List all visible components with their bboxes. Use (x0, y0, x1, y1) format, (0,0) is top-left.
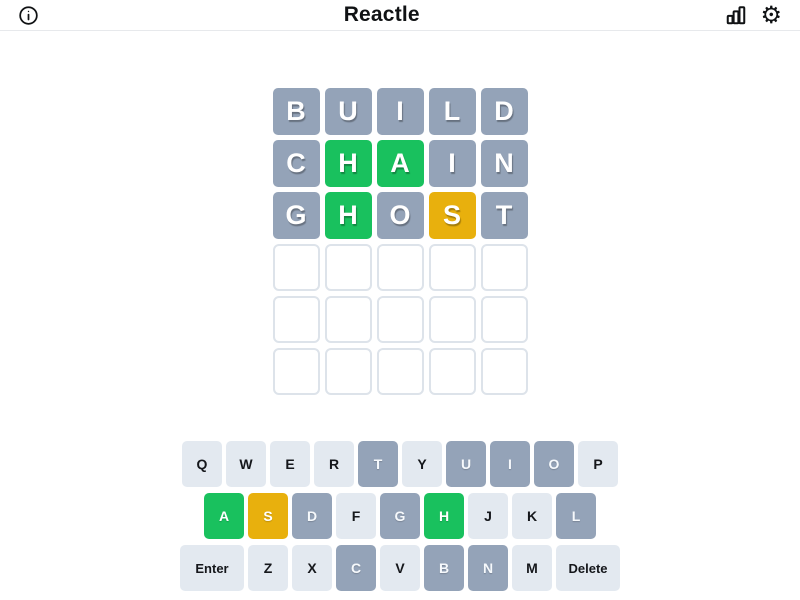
key-v[interactable]: V (380, 545, 420, 591)
key-h[interactable]: H (424, 493, 464, 539)
tile (273, 348, 320, 395)
tile (481, 244, 528, 291)
page-title: Reactle (343, 3, 420, 26)
stats-button[interactable] (725, 3, 747, 27)
tile: I (429, 140, 476, 187)
key-a[interactable]: A (204, 493, 244, 539)
board-row (273, 88, 528, 135)
tile (481, 296, 528, 343)
tile: I (377, 88, 424, 135)
tile: H (325, 140, 372, 187)
key-t[interactable]: T (358, 441, 398, 487)
key-o[interactable]: O (534, 441, 574, 487)
key-r[interactable]: R (314, 441, 354, 487)
board-row (273, 296, 528, 343)
header-actions (725, 3, 783, 27)
key-b[interactable]: B (424, 545, 464, 591)
tile (325, 244, 372, 291)
tile (325, 348, 372, 395)
keyboard-row (0, 441, 800, 487)
key-w[interactable]: W (226, 441, 266, 487)
tile (325, 296, 372, 343)
key-z[interactable]: Z (248, 545, 288, 591)
tile (377, 244, 424, 291)
key-m[interactable]: M (512, 545, 552, 591)
board-row (273, 348, 528, 395)
key-i[interactable]: I (490, 441, 530, 487)
tile: S (429, 192, 476, 239)
tile (429, 296, 476, 343)
tile: G (273, 192, 320, 239)
tile (273, 244, 320, 291)
key-d[interactable]: D (292, 493, 332, 539)
key-x[interactable]: X (292, 545, 332, 591)
tile: U (325, 88, 372, 135)
bar-chart-icon (725, 4, 747, 26)
tile: O (377, 192, 424, 239)
tile: T (481, 192, 528, 239)
keyboard (0, 441, 800, 591)
key-l[interactable]: L (556, 493, 596, 539)
gear-icon: ⚙ (760, 1, 783, 29)
info-button[interactable] (18, 3, 39, 27)
tile: N (481, 140, 528, 187)
tile (429, 348, 476, 395)
settings-button[interactable] (761, 3, 783, 27)
board-row (273, 192, 528, 239)
tile (273, 296, 320, 343)
key-q[interactable]: Q (182, 441, 222, 487)
tile: A (377, 140, 424, 187)
tile: C (273, 140, 320, 187)
keyboard-row (0, 545, 800, 591)
key-u[interactable]: U (446, 441, 486, 487)
tile: H (325, 192, 372, 239)
game-board (273, 88, 528, 395)
tile (377, 296, 424, 343)
key-delete[interactable]: Delete (556, 545, 620, 591)
key-p[interactable]: P (578, 441, 618, 487)
key-e[interactable]: E (270, 441, 310, 487)
key-s[interactable]: S (248, 493, 288, 539)
key-enter[interactable]: Enter (180, 545, 244, 591)
tile (429, 244, 476, 291)
key-g[interactable]: G (380, 493, 420, 539)
info-icon (18, 5, 39, 26)
tile: L (429, 88, 476, 135)
key-k[interactable]: K (512, 493, 552, 539)
key-j[interactable]: J (468, 493, 508, 539)
tile: B (273, 88, 320, 135)
board-row (273, 140, 528, 187)
key-n[interactable]: N (468, 545, 508, 591)
key-f[interactable]: F (336, 493, 376, 539)
tile (377, 348, 424, 395)
keyboard-row (0, 493, 800, 539)
tile (481, 348, 528, 395)
key-c[interactable]: C (336, 545, 376, 591)
key-y[interactable]: Y (402, 441, 442, 487)
tile: D (481, 88, 528, 135)
board-row (273, 244, 528, 291)
header (0, 0, 800, 31)
